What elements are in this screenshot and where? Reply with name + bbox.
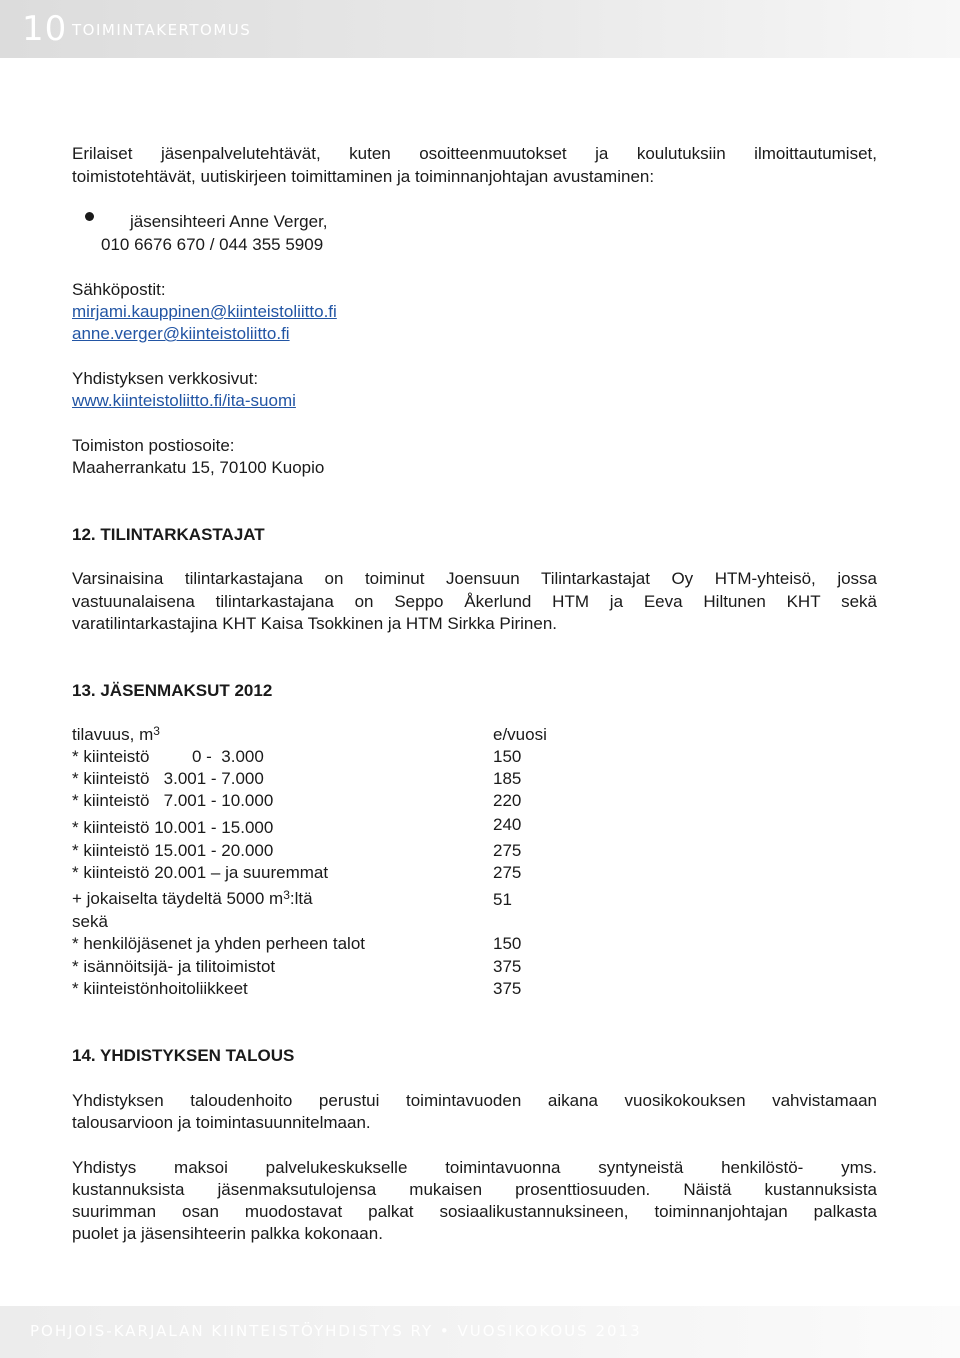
web-link[interactable]: www.kiinteistoliitto.fi/ita-suomi [72, 391, 296, 410]
section-13-heading: 13. JÄSENMAKSUT 2012 [72, 681, 273, 700]
extra-fee-label [72, 888, 313, 910]
section-14-p2-line-1: Yhdistys maksoi palvelukeskukselle toimintavuonna syntyneistä henkilöstö- yms. [72, 1158, 877, 1177]
section-14-heading: 14. YHDISTYKSEN TALOUS [72, 1046, 295, 1065]
bullet-icon [85, 212, 94, 221]
extra-fee-value: 51 [493, 890, 512, 909]
section-12-line-2: vastuunalaisena tilintarkastajana on Seppo Åkerlund HTM ja Eeva Hiltunen KHT sekä [72, 592, 877, 611]
fee-row-value: 275 [493, 863, 522, 882]
section-14-p2-line-4: puolet ja jäsensihteerin palkka kokonaan. [72, 1224, 383, 1243]
fee-row-label: * kiinteistö 0 - 3.000 [72, 747, 264, 766]
member-fee-value: 150 [493, 934, 522, 953]
seka-label: sekä [72, 912, 108, 931]
fee-row-label: * kiinteistö 3.001 - 7.000 [72, 769, 264, 788]
member-fee-value: 375 [493, 957, 522, 976]
volume-header-text: tilavuus, m [72, 725, 154, 744]
fee-row-label: * kiinteistö 10.001 - 15.000 [72, 818, 274, 837]
header-title: TOIMINTAKERTOMUS [72, 21, 252, 39]
intro-line-2: toimistotehtävät, uutiskirjeen toimittaminen ja toiminnanjohtajan avustaminen: [72, 167, 655, 186]
volume-header-sup: 3 [153, 724, 160, 738]
email-link-2[interactable]: anne.verger@kiinteistoliitto.fi [72, 324, 290, 343]
member-fee-label: * kiinteistönhoitoliikkeet [72, 979, 248, 998]
extra-fee-sup: 3 [283, 888, 290, 902]
section-14-p2-line-2: kustannuksista jäsenmaksutulojensa mukaisen prosenttiosuuden. Näistä kustannuksista [72, 1180, 877, 1199]
email-link-1[interactable]: mirjami.kauppinen@kiinteistoliitto.fi [72, 302, 337, 321]
fee-row-label: * kiinteistö 7.001 - 10.000 [72, 791, 274, 810]
section-12-line-3: varatilintarkastajina KHT Kaisa Tsokkinen ja HTM Sirkka Pirinen. [72, 614, 558, 633]
postal-address: Maaherrankatu 15, 70100 Kuopio [72, 458, 325, 477]
web-label: Yhdistyksen verkkosivut: [72, 369, 259, 388]
postal-label: Toimiston postiosoite: [72, 436, 235, 455]
section-14-p1-line-2: talousarvioon ja toimintasuunnitelmaan. [72, 1113, 371, 1132]
email-label: Sähköpostit: [72, 280, 166, 299]
fee-row-value: 150 [493, 747, 522, 766]
member-fee-label: * isännöitsijä- ja tilitoimistot [72, 957, 276, 976]
fee-row-value: 185 [493, 769, 522, 788]
section-14-p2-line-3: suurimman osan muodostavat palkat sosiaalikustannuksineen, toiminnanjohtajan palkasta [72, 1202, 877, 1221]
section-14-p1-line-1: Yhdistyksen taloudenhoito perustui toimintavuoden aikana vuosikokouksen vahvistamaan [72, 1091, 877, 1110]
secretary-phone: 010 6676 670 / 044 355 5909 [101, 235, 324, 254]
page-footer [0, 1306, 960, 1358]
fee-row-label: * kiinteistö 20.001 – ja suuremmat [72, 863, 329, 882]
fee-row-value: 240 [493, 815, 522, 834]
member-fee-value: 375 [493, 979, 522, 998]
footer-text: POHJOIS-KARJALAN KIINTEISTÖYHDISTYS RY • VUOSIKOKOUS 2013 [30, 1322, 642, 1340]
extra-fee-text-a: + jokaiselta täydeltä 5000 m [72, 889, 284, 908]
page-number: 10 [22, 9, 68, 49]
secretary-name: jäsensihteeri Anne Verger, [130, 212, 328, 231]
fee-row-label: * kiinteistö 15.001 - 20.000 [72, 841, 274, 860]
member-fee-label: * henkilöjäsenet ja yhden perheen talot [72, 934, 365, 953]
intro-line-1: Erilaiset jäsenpalvelutehtävät, kuten osoitteenmuutokset ja koulutuksiin ilmoittautumiset, [72, 144, 877, 163]
extra-fee-text-b: :ltä [289, 889, 313, 908]
fee-row-value: 220 [493, 791, 522, 810]
section-12-heading: 12. TILINTARKASTAJAT [72, 525, 265, 544]
section-12-line-1: Varsinaisina tilintarkastajana on toiminut Joensuun Tilintarkastajat Oy HTM-yhteisö, jossa [72, 569, 877, 588]
page-header [0, 0, 960, 58]
fee-row-value: 275 [493, 841, 522, 860]
fee-table-header-volume [72, 724, 160, 746]
fee-table-header-price: e/vuosi [493, 725, 547, 744]
